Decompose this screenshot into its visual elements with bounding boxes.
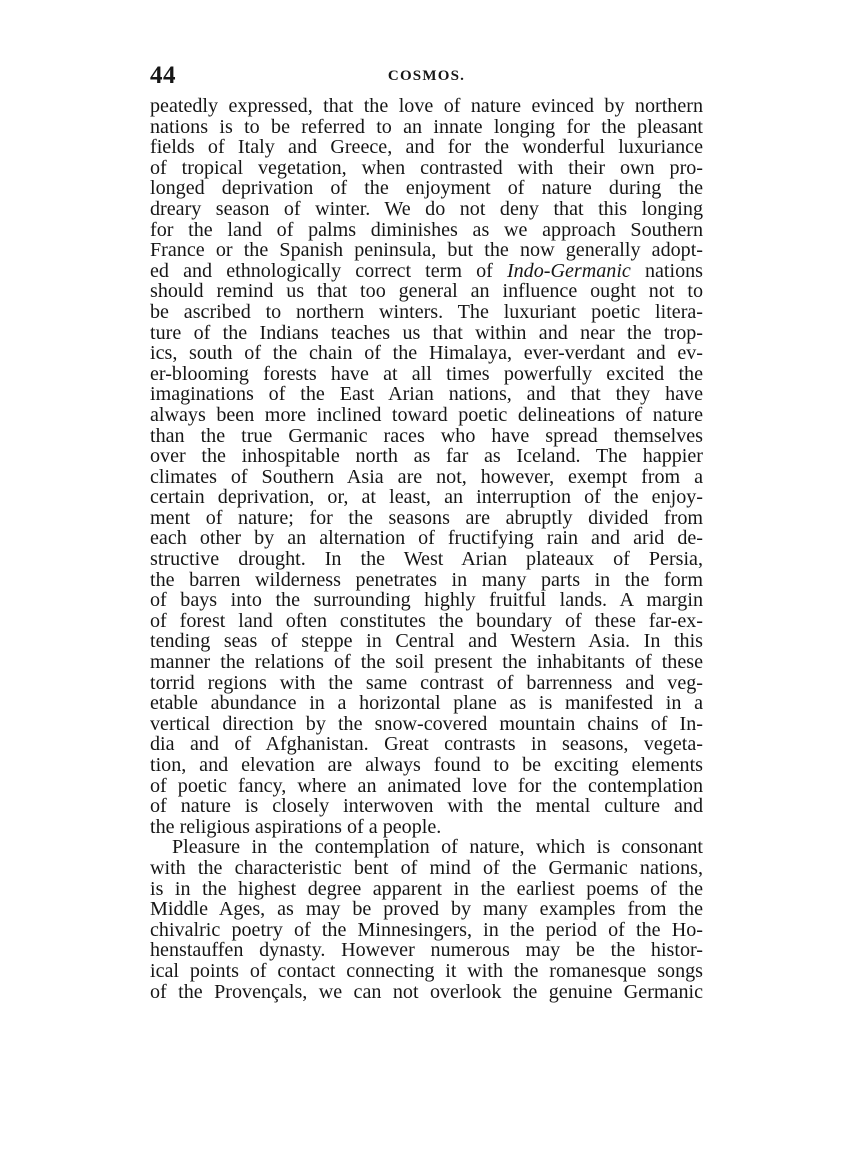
running-head <box>150 62 703 90</box>
text-line <box>150 528 703 549</box>
text-line <box>150 158 703 179</box>
text-line <box>150 920 703 941</box>
text-line <box>150 446 703 467</box>
text-line <box>150 837 703 858</box>
text-line <box>150 302 703 323</box>
text-segment: ical points of contact connecting it with the romanesque songs <box>150 959 703 982</box>
text-segment: the religious aspirations of a people. <box>150 815 442 838</box>
text-segment: Middle Ages, as may be proved by many examples from the <box>150 898 703 921</box>
text-line <box>150 384 703 405</box>
text-segment: nations <box>630 259 703 282</box>
text-line <box>150 117 703 138</box>
text-segment: structive drought. In the West Arian plateaux of Persia, <box>150 548 703 571</box>
text-segment: of tropical vegetation, when contrasted with their own pro- <box>150 156 703 179</box>
text-segment: imaginations of the East Arian nations, and that they have <box>150 383 703 406</box>
text-segment: henstauffen dynasty. However numerous may be the histor- <box>150 939 703 962</box>
text-line <box>150 281 703 302</box>
text-line <box>150 776 703 797</box>
text-segment: for the land of palms diminishes as we approach Southern <box>150 218 703 241</box>
text-line <box>150 96 703 117</box>
italic-term: Indo-Germanic <box>506 259 631 282</box>
text-line <box>150 631 703 652</box>
text-segment: torrid regions with the same contrast of barrenness and veg- <box>150 671 703 694</box>
text-segment: vertical direction by the snow-covered mountain chains of In- <box>150 712 703 735</box>
text-segment: should remind us that too general an influence ought not to <box>150 280 703 303</box>
page-number: 44 <box>150 62 176 89</box>
text-segment: tending seas of steppe in Central and Western Asia. In this <box>150 630 703 653</box>
text-line <box>150 796 703 817</box>
text-line <box>150 487 703 508</box>
text-line <box>150 220 703 241</box>
text-segment: of the Provençals, we can not overlook the genuine Germanic <box>150 980 703 1003</box>
text-line <box>150 734 703 755</box>
text-segment: peatedly expressed, that the love of nature evinced by northern <box>150 95 703 117</box>
text-line <box>150 961 703 982</box>
text-line <box>150 467 703 488</box>
text-segment: over the inhospitable north as far as Iceland. The happier <box>150 445 703 468</box>
text-segment: longed deprivation of the enjoyment of nature during the <box>150 177 703 200</box>
text-line <box>150 858 703 879</box>
text-line <box>150 879 703 900</box>
text-segment: the barren wilderness penetrates in many parts in the form <box>150 568 703 591</box>
text-segment: is in the highest degree apparent in the earliest poems of the <box>150 877 703 900</box>
text-line <box>150 570 703 591</box>
text-line <box>150 817 703 838</box>
text-line <box>150 364 703 385</box>
text-segment: ture of the Indians teaches us that within and near the trop- <box>150 321 703 344</box>
text-line <box>150 940 703 961</box>
text-line <box>150 714 703 735</box>
text-segment: always been more inclined toward poetic delineations of nature <box>150 403 703 426</box>
text-segment: of forest land often constitutes the boundary of these far-ex- <box>150 609 703 632</box>
text-segment: dreary season of winter. We do not deny that this longing <box>150 197 703 220</box>
text-segment: be ascribed to northern winters. The luxuriant poetic litera- <box>150 300 703 323</box>
text-line <box>150 240 703 261</box>
text-line <box>150 982 703 1003</box>
text-line <box>150 549 703 570</box>
text-segment: each other by an alternation of fructifying rain and arid de- <box>150 527 703 550</box>
text-segment: than the true Germanic races who have spread themselves <box>150 424 703 447</box>
text-segment: climates of Southern Asia are not, however, exempt from a <box>150 465 703 488</box>
text-segment: chivalric poetry of the Minnesingers, in the period of the Ho- <box>150 918 703 941</box>
text-line <box>150 323 703 344</box>
running-title: COSMOS. <box>387 68 466 84</box>
text-line <box>150 261 703 282</box>
text-line <box>150 755 703 776</box>
text-line <box>150 590 703 611</box>
text-segment: France or the Spanish peninsula, but the now generally adopt- <box>150 239 703 262</box>
text-segment: ed and ethnologically correct term of <box>150 259 507 282</box>
text-segment: tion, and elevation are always found to be exciting elements <box>150 754 703 776</box>
text-segment: ment of nature; for the seasons are abruptly divided from <box>150 506 703 529</box>
text-segment: etable abundance in a horizontal plane as is manifested in a <box>150 692 703 715</box>
text-segment: ics, south of the chain of the Himalaya, ever-verdant and ev- <box>150 342 703 365</box>
text-line <box>150 178 703 199</box>
text-segment: with the characteristic bent of mind of the Germanic nations, <box>150 856 703 879</box>
text-segment: er-blooming forests have at all times powerfully excited the <box>150 362 703 385</box>
text-segment: of nature is closely interwoven with the mental culture and <box>150 795 703 818</box>
text-line <box>150 343 703 364</box>
text-segment: manner the relations of the soil present the inhabitants of these <box>150 651 703 674</box>
text-segment: nations is to be referred to an innate longing for the pleasant <box>150 115 703 138</box>
text-segment: fields of Italy and Greece, and for the wonderful luxuriance <box>150 136 703 159</box>
body-text <box>150 96 703 1002</box>
text-line <box>150 611 703 632</box>
text-segment: of poetic fancy, where an animated love for the contemplation <box>150 774 703 797</box>
text-segment: dia and of Afghanistan. Great contrasts in seasons, vegeta- <box>150 733 703 756</box>
text-line <box>150 693 703 714</box>
text-line <box>150 899 703 920</box>
text-line <box>150 405 703 426</box>
text-line <box>150 508 703 529</box>
text-line <box>150 426 703 447</box>
text-line <box>150 673 703 694</box>
text-line <box>150 137 703 158</box>
text-line <box>150 199 703 220</box>
text-segment: of bays into the surrounding highly fruitful lands. A margin <box>150 589 703 612</box>
text-segment: Pleasure in the contemplation of nature, which is consonant <box>172 836 703 859</box>
text-line <box>150 652 703 673</box>
text-segment: certain deprivation, or, at least, an interruption of the enjoy- <box>150 486 703 509</box>
